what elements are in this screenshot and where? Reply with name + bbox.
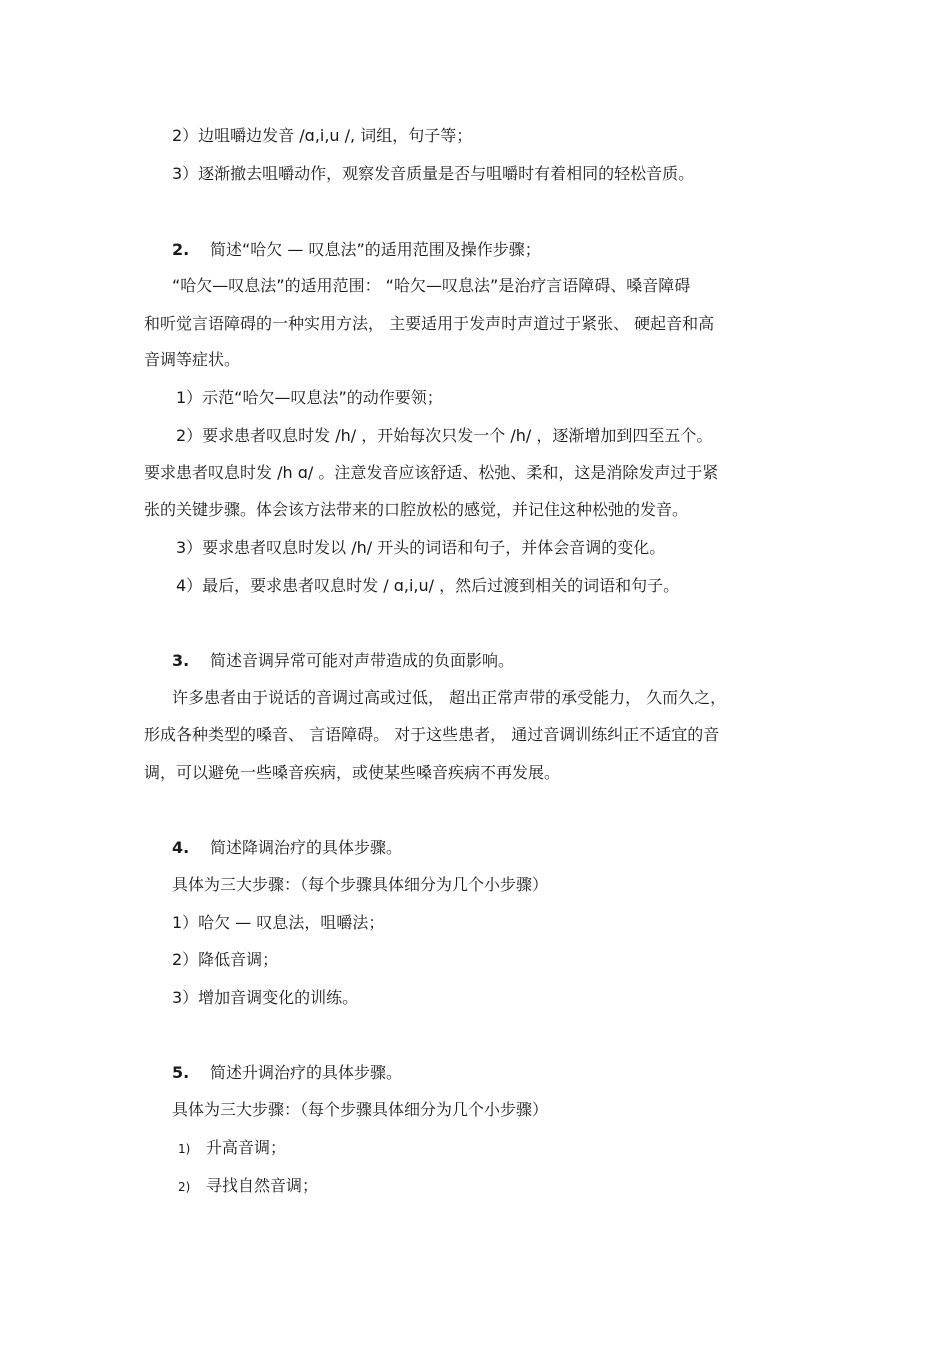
- question-number: 3.: [172, 651, 190, 670]
- list-item: 2）边咀嚼边发音 /ɑ,i,u /, 词组，句子等；: [172, 126, 473, 145]
- paragraph-line: 和听觉言语障碍的一种实用方法， 主要适用于发声时声道过于紧张、 硬起音和高: [144, 314, 715, 333]
- paragraph-line: 要求患者叹息时发 /h ɑ/ 。注意发音应该舒适、松弛、柔和，这是消除发声过于紧: [144, 463, 719, 482]
- question-title: 简述降调治疗的具体步骤。: [210, 838, 403, 857]
- paragraph-line: 具体为三大步骤：（每个步骤具体细分为几个小步骤）: [172, 1100, 549, 1119]
- question-heading: [172, 240, 541, 260]
- list-item: 2）要求患者叹息时发 /h/ ，开始每次只发一个 /h/ ，逐渐增加到四至五个。: [176, 426, 713, 445]
- list-item: 3）逐渐撤去咀嚼动作，观察发音质量是否与咀嚼时有着相同的轻松音质。: [172, 164, 695, 183]
- question-heading: [172, 1063, 402, 1083]
- paragraph-line: 张的关键步骤。体会该方法带来的口腔放松的感觉，并记住这种松弛的发音。: [144, 500, 689, 519]
- question-number: 5.: [172, 1063, 190, 1082]
- list-item: [178, 1138, 286, 1159]
- list-item: 3）要求患者叹息时发以 /h/ 开头的词语和句子，并体会音调的变化。: [176, 538, 666, 557]
- question-number: 2.: [172, 240, 190, 259]
- question-title: 简述“哈欠 — 叹息法”的适用范围及操作步骤；: [210, 240, 541, 259]
- question-title: 简述升调治疗的具体步骤。: [210, 1063, 403, 1082]
- list-number: 2): [178, 1180, 191, 1194]
- question-title: 简述音调异常可能对声带造成的负面影响。: [210, 651, 515, 670]
- question-heading: [172, 838, 402, 858]
- paragraph-line: 音调等症状。: [144, 350, 241, 369]
- paragraph-line: 许多患者由于说话的音调过高或过低， 超出正常声带的承受能力， 久而久之，: [172, 688, 727, 707]
- list-item: 1）哈欠 — 叹息法，咀嚼法；: [172, 913, 385, 932]
- list-item: 2）降低音调；: [172, 950, 279, 969]
- list-item: [178, 1176, 318, 1197]
- paragraph-line: 具体为三大步骤：（每个步骤具体细分为几个小步骤）: [172, 875, 549, 894]
- list-item: 3）增加音调变化的训练。: [172, 988, 359, 1007]
- paragraph-line: 调，可以避免一些嗓音疾病，或使某些嗓音疾病不再发展。: [144, 763, 561, 782]
- question-heading: [172, 651, 514, 671]
- list-text: 寻找自然音调；: [206, 1176, 319, 1195]
- list-text: 升高音调；: [206, 1138, 287, 1157]
- paragraph-line: 形成各种类型的嗓音、 言语障碍。 对于这些患者， 通过音调训练纠正不适宜的音: [144, 725, 720, 744]
- list-item: 4）最后，要求患者叹息时发 / ɑ,i,u/ ，然后过渡到相关的词语和句子。: [176, 576, 680, 595]
- list-item: 1）示范“哈欠—叹息法”的动作要领；: [176, 388, 443, 407]
- paragraph-line: “哈欠—叹息法”的适用范围： “哈欠—叹息法”是治疗言语障碍、嗓音障碍: [172, 276, 691, 295]
- question-number: 4.: [172, 838, 190, 857]
- list-number: 1): [178, 1142, 191, 1156]
